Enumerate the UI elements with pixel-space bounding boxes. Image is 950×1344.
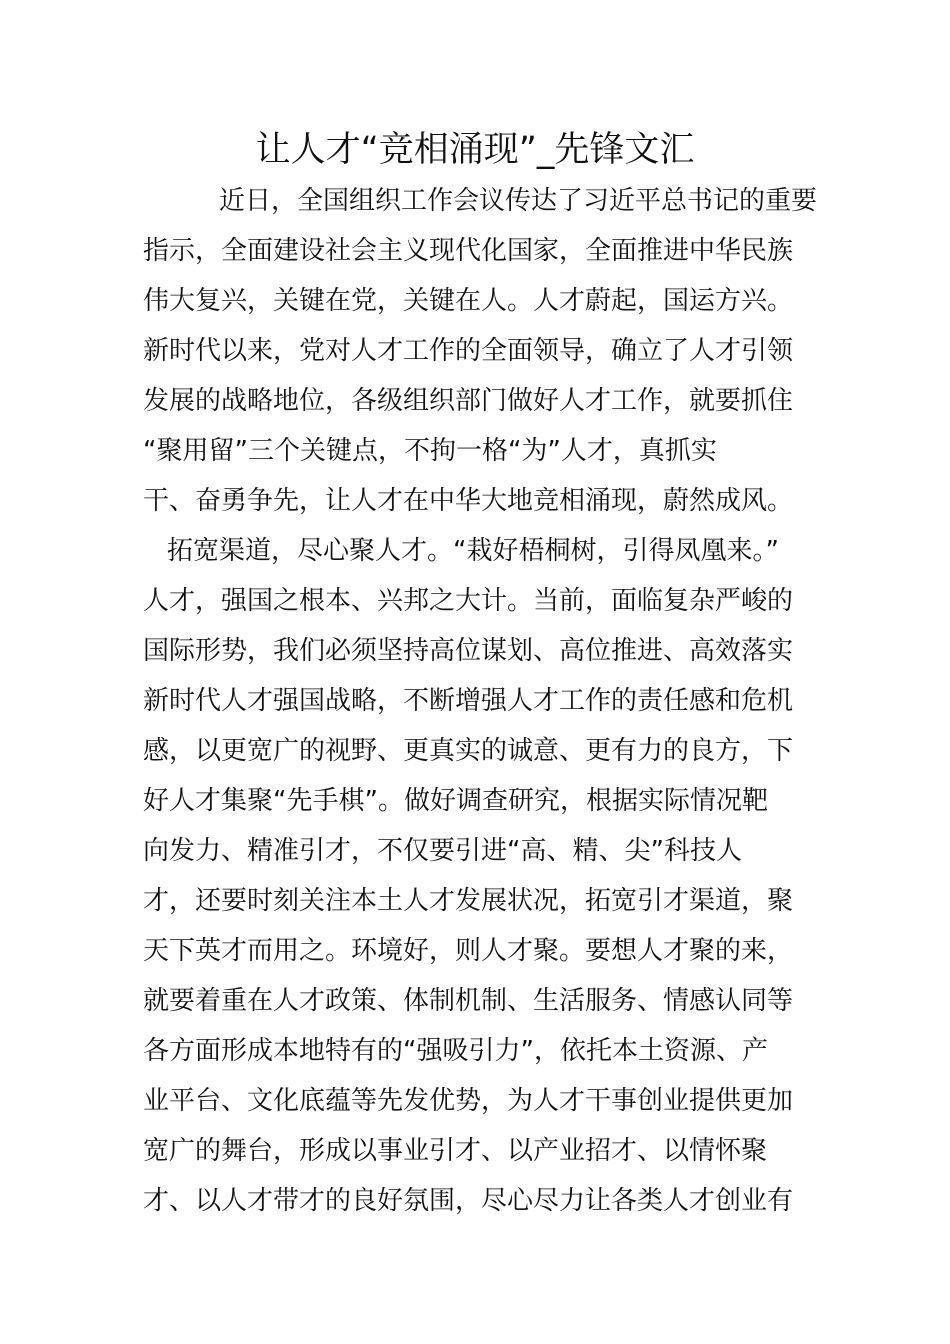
text-line: 向发力、精准引才，不仅要引进“高、精、尖”科技人 [143, 836, 742, 866]
text-line: 干、奋勇争先，让人才在中华大地竞相涌现，蔚然成风。 [143, 486, 794, 516]
text-line: 好人才集聚“先手棋”。做好调查研究，根据实际情况靶 [143, 786, 768, 816]
text-line: 发展的战略地位，各级组织部门做好人才工作，就要抓住 [143, 386, 794, 416]
text-line: 各方面形成本地特有的“强吸引力”，依托本土资源、产 [143, 1036, 768, 1066]
text-line: 新时代以来，党对人才工作的全面领导，确立了人才引领 [143, 336, 794, 366]
document-title: 让人才“竞相涌现”_先锋文汇 [255, 130, 695, 170]
text-line: 拓宽渠道，尽心聚人才。“栽好梧桐树，引得凤凰来。” [167, 536, 779, 566]
text-line: 指示，全面建设社会主义现代化国家，全面推进中华民族 [143, 236, 794, 266]
text-line: 新时代人才强国战略，不断增强人才工作的责任感和危机 [143, 686, 794, 716]
text-line: 就要着重在人才政策、体制机制、生活服务、情感认同等 [143, 986, 794, 1016]
text-line: 伟大复兴，关键在党，关键在人。人才蔚起，国运方兴。 [143, 286, 794, 316]
text-line: 人才，强国之根本、兴邦之大计。当前，面临复杂严峻的 [143, 586, 794, 616]
text-line: 业平台、文化底蕴等先发优势，为人才干事创业提供更加 [143, 1086, 794, 1116]
text-line: 近日，全国组织工作会议传达了习近平总书记的重要 [219, 186, 818, 216]
text-line: 国际形势，我们必须坚持高位谋划、高位推进、高效落实 [143, 636, 794, 666]
text-line: 宽广的舞台，形成以事业引才、以产业招才、以情怀聚 [143, 1136, 768, 1166]
text-line: 才，还要时刻关注本土人才发展状况，拓宽引才渠道，聚 [143, 886, 794, 916]
text-line: 天下英才而用之。环境好，则人才聚。要想人才聚的来， [143, 936, 794, 966]
text-line: 才、以人才带才的良好氛围，尽心尽力让各类人才创业有 [143, 1186, 794, 1216]
document-body [143, 176, 818, 1226]
text-line: 感，以更宽广的视野、更真实的诚意、更有力的良方，下 [143, 736, 794, 766]
text-line: “聚用留”三个关键点，不拘一格“为”人才，真抓实 [143, 436, 717, 466]
